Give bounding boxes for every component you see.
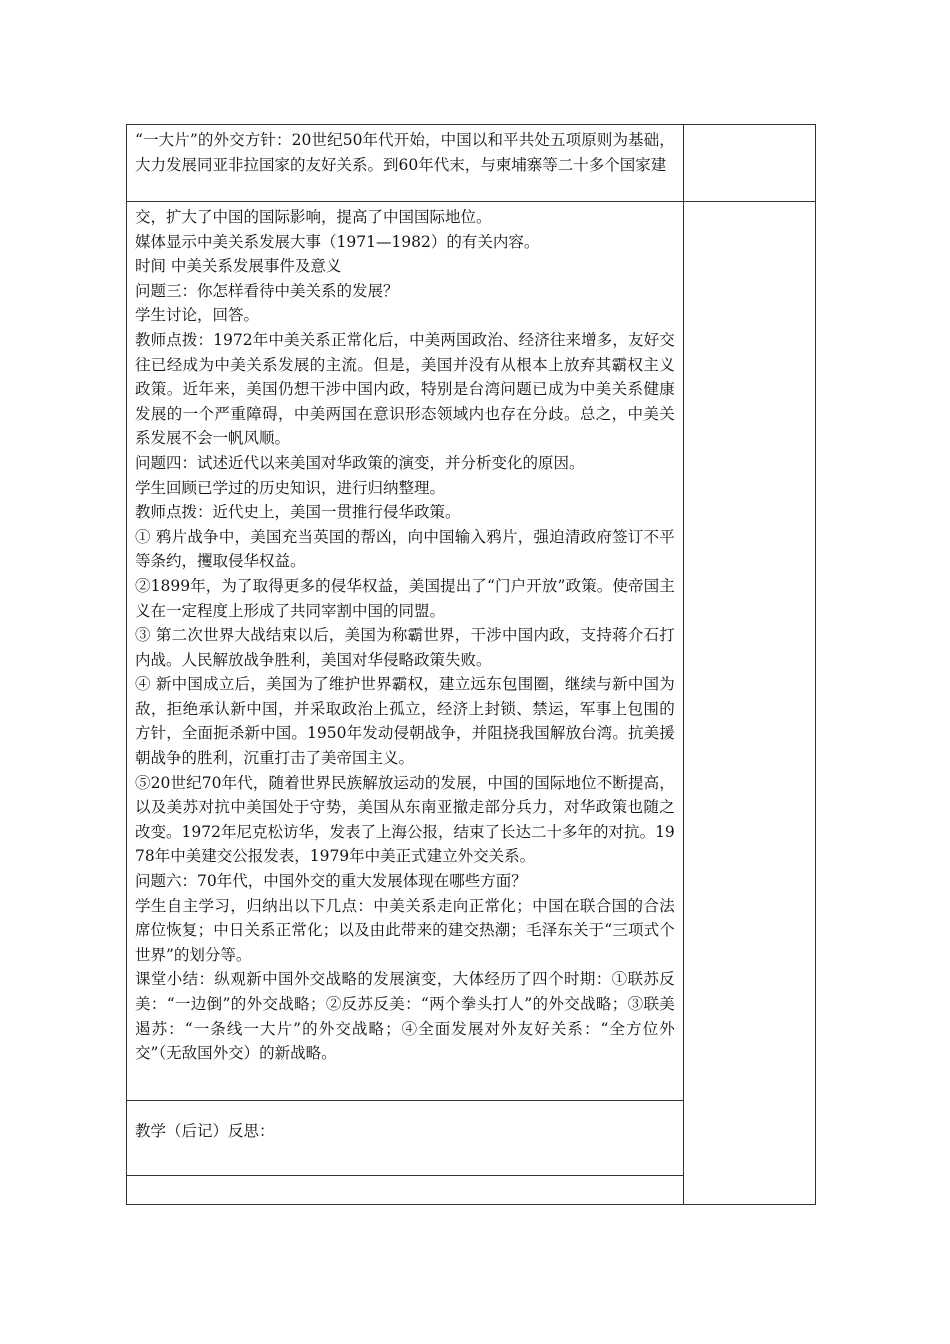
paragraph: 时间 中美关系发展事件及意义 xyxy=(135,257,342,276)
paragraph: 学生自主学习，归纳出以下几点：中美关系走向正常化；中国在联合国的合法席位恢复；中日关系正常化；以及由此带来的建交热潮；毛泽东关于“三项式个世界”的划分等。 xyxy=(135,896,675,964)
paragraph: 学生回顾已学过的历史知识，进行归纳整理。 xyxy=(135,478,446,497)
paragraph: 问题四：试述近代以来美国对华政策的演变，并分析变化的原因。 xyxy=(135,453,585,472)
paragraph: 学生讨论，回答。 xyxy=(135,306,260,325)
content-cell xyxy=(127,202,684,1101)
paragraph: ②1899年，为了取得更多的侵华权益，美国提出了“门户开放”政策。使帝国主义在一定程度上形成了共同宰割中国的同盟。 xyxy=(135,576,675,620)
side-cell xyxy=(683,125,815,202)
paragraph: ④ 新中国成立后，美国为了维护世界霸权，建立远东包围圈，继续与新中国为敌，拒绝承认新中国，并采取政治上孤立，经济上封锁、禁运，军事上包围的方针，全面扼杀新中国。1950年发动侵朝战争，并阻挠我国解放台湾。抗美援朝战争的胜利，沉重打击了美帝国主义。 xyxy=(135,675,675,768)
paragraph: ① 鸦片战争中，美国充当英国的帮凶，向中国输入鸦片，强迫清政府签订不平等条约，攫取侵华权益。 xyxy=(135,527,675,571)
row2-content xyxy=(127,202,683,1066)
reflection-label: 教学（后记）反思： xyxy=(135,1122,275,1140)
paragraph: 问题六：70年代，中国外交的重大发展体现在哪些方面？ xyxy=(135,872,527,891)
paragraph: ③ 第二次世界大战结束以后，美国为称霸世界，干涉中国内政，支持蒋介石打内战。人民解放战争胜利，美国对华侵略政策失败。 xyxy=(135,626,675,669)
paragraph: 课堂小结：纵观新中国外交战略的发展演变，大体经历了四个时期：①联苏反美：“一边倒”的外交战略；②反苏反美：“两个拳头打人”的外交战略；③联美遏苏：“一条线一大片”的外交战略；④全面发展对外友好关系：“全方位外交”（无敌国外交）的新战略。 xyxy=(135,970,675,1063)
paragraph: 媒体显示中美关系发展大事（1971—1982）的有关内容。 xyxy=(135,232,540,251)
paragraph: ⑤20世纪70年代，随着世界民族解放运动的发展，中国的国际地位不断提高，以及美苏对抗中美国处于守势，美国从东南亚撤走部分兵力，对华政策也随之改变。1972年尼克松访华，发表了上海公报，结束了长达二十多年的对抗。1978年中美建交公报发表，1979年中美正式建立外交关系。 xyxy=(135,773,675,866)
paragraph: 教师点拨：近代史上，美国一贯推行侵华政策。 xyxy=(135,503,461,522)
empty-cell xyxy=(127,1176,684,1205)
table-row xyxy=(127,202,816,1101)
lesson-plan-table xyxy=(126,124,816,1205)
paragraph: “一大片”的外交方针：20世纪50年代开始，中国以和平共处五项原则为基础，大力发展同亚非拉国家的友好关系。到60年代末，与柬埔寨等二十多个国家建 xyxy=(135,131,675,174)
paragraph: 交，扩大了中国的国际影响，提高了中国国际地位。 xyxy=(135,208,492,226)
table-row xyxy=(127,125,816,202)
paragraph: 教师点拨：1972年中美关系正常化后，中美两国政治、经济往来增多，友好交往已经成为中美关系发展的主流。但是，美国并没有从根本上放弃其霸权主义政策。近年来，美国仍想干涉中国内政，特别是台湾问题已成为中美关系健康发展的一个严重障碍，中美两国在意识形态领域内也存在分歧。总之，中美关系发展不会一帆风顺。 xyxy=(135,330,675,448)
side-cell xyxy=(683,202,815,1205)
paragraph: 问题三：你怎样看待中美关系的发展？ xyxy=(135,281,399,300)
row1-content xyxy=(127,125,683,177)
content-cell xyxy=(127,125,684,202)
reflection-cell xyxy=(127,1101,684,1176)
